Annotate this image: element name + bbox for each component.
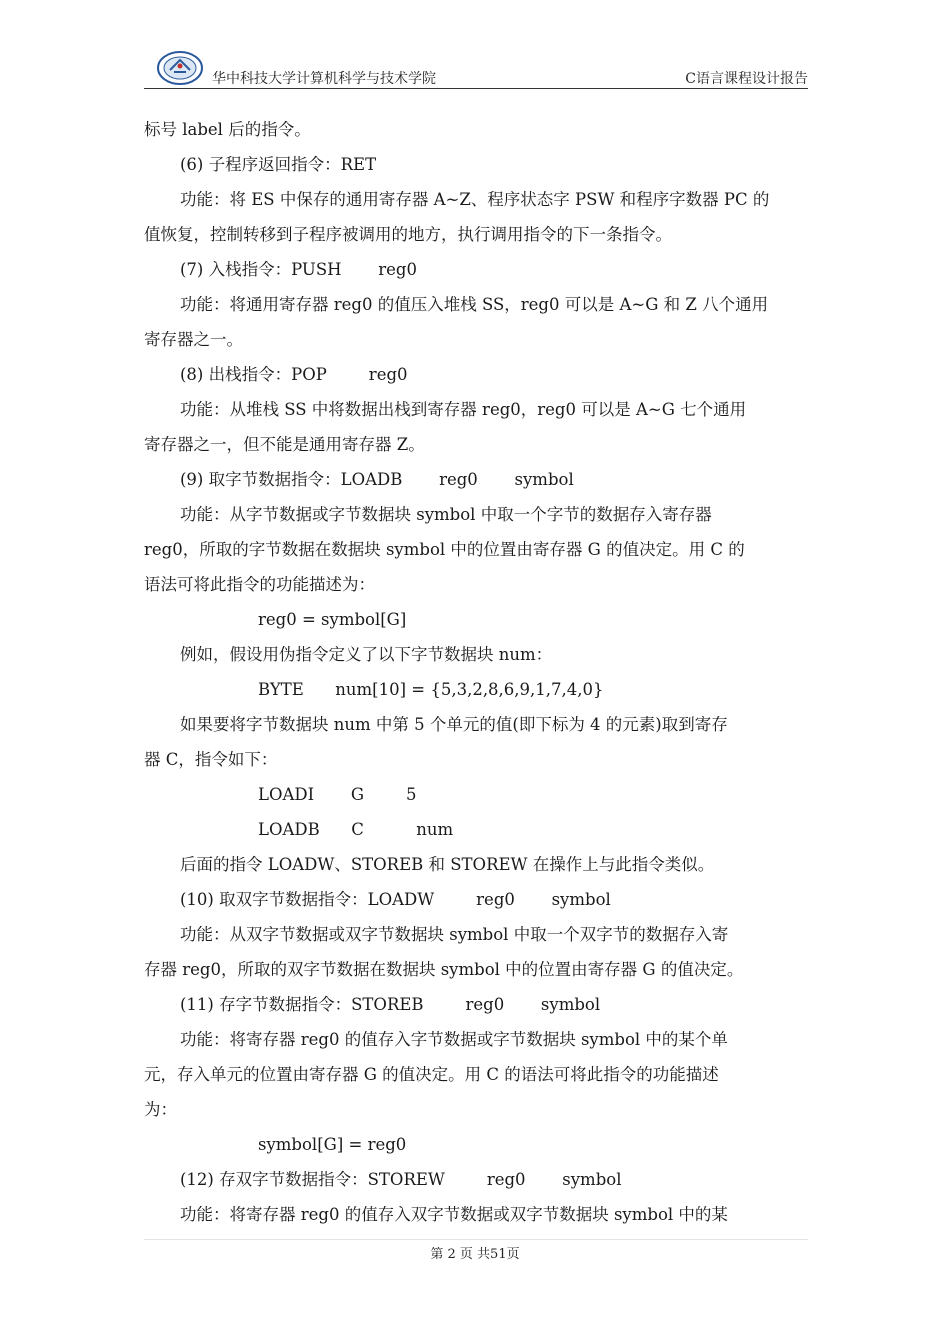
page-header — [144, 50, 808, 90]
text-line: 存器 reg0，所取的双字节数据在数据块 symbol 中的位置由寄存器 G 的值决定。 — [144, 960, 744, 979]
text-line: 功能：将 ES 中保存的通用寄存器 A~Z、程序状态字 PSW 和程序字数器 PC 的 — [180, 190, 770, 209]
text-line: 功能：将寄存器 reg0 的值存入字节数据或字节数据块 symbol 中的某个单 — [180, 1030, 728, 1049]
text-line: 功能：从堆栈 SS 中将数据出栈到寄存器 reg0，reg0 可以是 A~G 七个通用 — [180, 400, 747, 419]
footer-divider — [144, 1239, 808, 1240]
text-line: (11) 存字节数据指令：STOREB reg0 symbol — [180, 995, 601, 1014]
text-line: (12) 存双字节数据指令：STOREW reg0 symbol — [180, 1170, 622, 1189]
page-number: 第 2 页 共51页 — [430, 1247, 520, 1262]
text-line: 寄存器之一，但不能是通用寄存器 Z。 — [144, 435, 425, 454]
document-body — [144, 112, 808, 1232]
code-line: symbol[G] = reg0 — [258, 1135, 407, 1154]
code-line: LOADB C num — [258, 820, 454, 839]
header-divider — [144, 88, 808, 89]
text-line: (9) 取字节数据指令：LOADB reg0 symbol — [180, 470, 574, 489]
header-institution: 华中科技大学计算机科学与技术学院 — [212, 71, 436, 87]
text-line: 值恢复，控制转移到子程序被调用的地方，执行调用指令的下一条指令。 — [144, 225, 672, 244]
text-line: 标号 label 后的指令。 — [144, 120, 311, 139]
text-line: (10) 取双字节数据指令：LOADW reg0 symbol — [180, 890, 611, 909]
header-report-title: C语言课程设计报告 — [685, 71, 808, 87]
text-line: 如果要将字节数据块 num 中第 5 个单元的值(即下标为 4 的元素)取到寄存 — [180, 715, 728, 734]
text-line: 语法可将此指令的功能描述为： — [144, 575, 375, 594]
text-line: 功能：从字节数据或字节数据块 symbol 中取一个字节的数据存入寄存器 — [180, 505, 712, 524]
text-line: (6) 子程序返回指令：RET — [180, 155, 377, 174]
text-line: 例如，假设用伪指令定义了以下字节数据块 num： — [180, 645, 553, 664]
text-line: (8) 出栈指令：POP reg0 — [180, 365, 408, 384]
text-line: 功能：从双字节数据或双字节数据块 symbol 中取一个双字节的数据存入寄 — [180, 925, 729, 944]
text-line: 功能：将通用寄存器 reg0 的值压入堆栈 SS，reg0 可以是 A~G 和 Z 八个通用 — [180, 295, 769, 314]
text-line: 后面的指令 LOADW、STOREB 和 STOREW 在操作上与此指令类似。 — [180, 855, 715, 874]
code-line: reg0 = symbol[G] — [258, 610, 407, 629]
code-line: BYTE num[10] = {5,3,2,8,6,9,1,7,4,0} — [258, 680, 604, 699]
text-line: 功能：将寄存器 reg0 的值存入双字节数据或双字节数据块 symbol 中的某 — [180, 1205, 728, 1224]
text-line: 寄存器之一。 — [144, 330, 243, 349]
text-line: 元，存入单元的位置由寄存器 G 的值决定。用 C 的语法可将此指令的功能描述 — [144, 1065, 719, 1084]
text-line: reg0，所取的字节数据在数据块 symbol 中的位置由寄存器 G 的值决定。用 C 的 — [144, 540, 745, 559]
code-line: LOADI G 5 — [258, 785, 417, 804]
text-line: 为： — [144, 1100, 177, 1119]
text-line: 器 C，指令如下： — [144, 750, 278, 769]
text-line: (7) 入栈指令：PUSH reg0 — [180, 260, 417, 279]
university-logo-icon — [156, 50, 204, 86]
